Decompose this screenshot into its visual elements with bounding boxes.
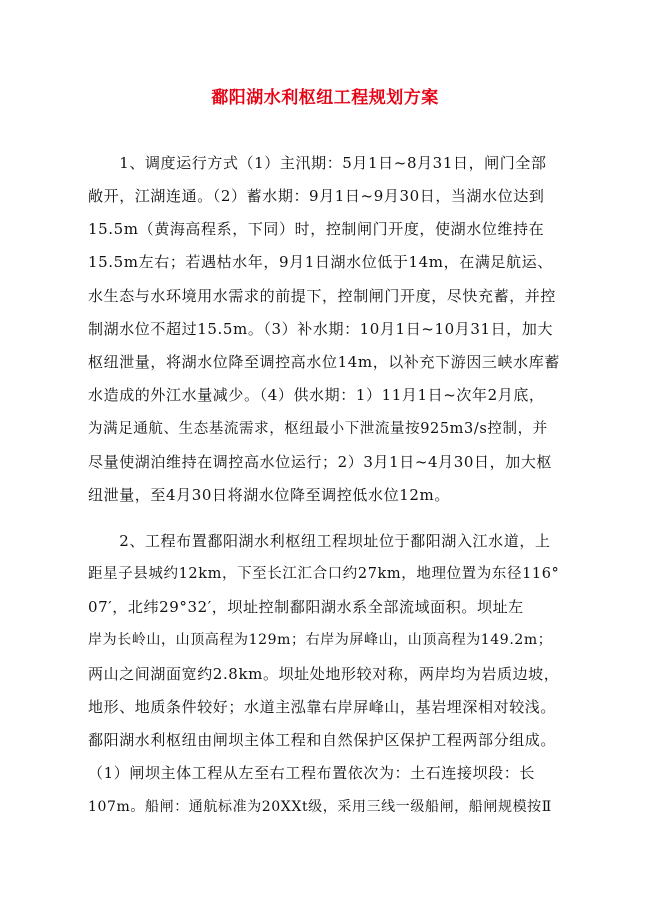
body-line-3: 15.5m（黄海高程系，下同）时，控制闸门开度，使湖水位维持在 — [88, 220, 545, 238]
body-line-11: 纽泄量，至4月30日将湖水位降至调控低水位12m。 — [88, 486, 450, 504]
body-line-14: 07′，北纬29°32′，坝址控制鄱阳湖水系全部流域面积。坝址左 — [88, 598, 524, 616]
body-line-4: 15.5m左右；若遇枯水年，9月1日湖水位低于14m，在满足航运、 — [88, 253, 553, 271]
body-line-10: 尽量使湖泊维持在调控高水位运行；2）3月1日~4月30日，加大枢 — [88, 453, 553, 471]
body-line-20: 107m。船闸：通航标准为20XXt级，采用三线一级船闸，船闸规模按Ⅱ — [88, 799, 552, 815]
body-line-1: 1、调度运行方式（1）主汛期：5月1日~8月31日，闸门全部 — [88, 154, 547, 172]
body-line-13: 距星子县城约12km，下至长江汇合口约27km，地理位置为东径116° — [88, 566, 560, 582]
body-line-16: 两山之间湖面宽约2.8km。坝址处地形较对称，两岸均为岩质边坡， — [88, 665, 560, 683]
body-line-19: （1）闸坝主体工程从左至右工程布置依次为：土石连接坝段：长 — [88, 764, 535, 782]
body-line-12: 2、工程布置鄱阳湖水利枢纽工程坝址位于鄱阳湖入江水道，上 — [88, 532, 551, 550]
body-line-18: 鄱阳湖水利枢纽由闸坝主体工程和自然保护区保护工程两部分组成。 — [88, 731, 557, 749]
body-line-15: 岸为长岭山，山顶高程为129m；右岸为屏峰山，山顶高程为149.2m； — [88, 632, 553, 648]
body-line-8: 水造成的外江水量减少。（4）供水期：1）11月1日~次年2月底， — [88, 386, 545, 404]
body-line-7: 枢纽泄量，将湖水位降至调控高水位14m，以补充下游因三峡水库蓄 — [88, 353, 560, 371]
body-line-6: 制湖水位不超过15.5m。（3）补水期：10月1日~10月31日，加大 — [88, 320, 554, 338]
body-line-17: 地形、地质条件较好；水道主泓靠右岸屏峰山，基岩埋深相对较浅。 — [88, 698, 557, 716]
body-line-9: 为满足通航、生态基流需求，枢纽最小下泄流量按925m3/s控制，并 — [88, 421, 548, 437]
body-line-5: 水生态与水环境用水需求的前提下，控制闸门开度，尽快充蓄，并控 — [88, 287, 557, 305]
body-line-2: 敞开，江湖连通。（2）蓄水期：9月1日~9月30日，当湖水位达到 — [88, 187, 545, 205]
document-title: 鄱阳湖水利枢纽工程规划方案 — [211, 88, 439, 108]
